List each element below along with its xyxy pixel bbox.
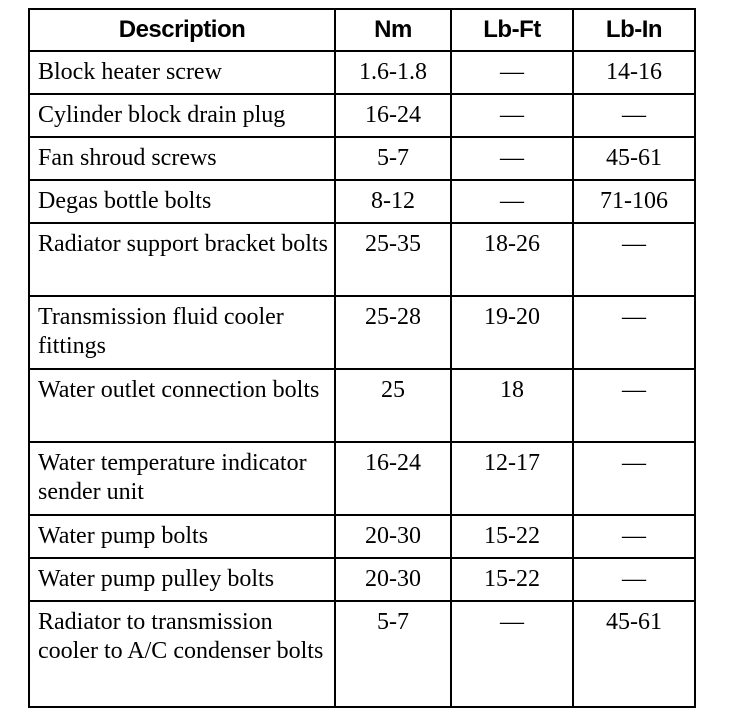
- cell-lbft: —: [451, 51, 573, 94]
- cell-lbin: —: [573, 94, 695, 137]
- cell-description: Radiator support bracket bolts: [29, 223, 335, 296]
- cell-lbft: 12-17: [451, 442, 573, 515]
- table-row: [29, 94, 695, 137]
- cell-lbin: —: [573, 223, 695, 296]
- cell-lbin: 14-16: [573, 51, 695, 94]
- table-row: [29, 296, 695, 369]
- cell-nm: 8-12: [335, 180, 451, 223]
- cell-nm: 20-30: [335, 515, 451, 558]
- cell-nm: 16-24: [335, 94, 451, 137]
- cell-lbin: —: [573, 558, 695, 601]
- cell-nm: 25-28: [335, 296, 451, 369]
- cell-lbft: 18-26: [451, 223, 573, 296]
- cell-description: Water outlet connection bolts: [29, 369, 335, 442]
- cell-lbft: —: [451, 137, 573, 180]
- cell-lbft: 18: [451, 369, 573, 442]
- cell-description: Cylinder block drain plug: [29, 94, 335, 137]
- cell-lbft: 15-22: [451, 515, 573, 558]
- header-lbin: Lb-In: [573, 9, 695, 51]
- table-row: [29, 515, 695, 558]
- header-nm: Nm: [335, 9, 451, 51]
- cell-lbin: 45-61: [573, 601, 695, 707]
- cell-lbft: —: [451, 94, 573, 137]
- cell-description: Transmission fluid cooler fittings: [29, 296, 335, 369]
- cell-description: Fan shroud screws: [29, 137, 335, 180]
- cell-lbft: —: [451, 180, 573, 223]
- table-header-row: [29, 9, 695, 51]
- cell-lbft: 19-20: [451, 296, 573, 369]
- table-row: [29, 369, 695, 442]
- cell-description: Block heater screw: [29, 51, 335, 94]
- cell-nm: 1.6-1.8: [335, 51, 451, 94]
- cell-nm: 5-7: [335, 137, 451, 180]
- cell-nm: 16-24: [335, 442, 451, 515]
- cell-nm: 25: [335, 369, 451, 442]
- cell-lbin: 71-106: [573, 180, 695, 223]
- table-row: [29, 137, 695, 180]
- cell-description: Water pump pulley bolts: [29, 558, 335, 601]
- table-row: [29, 442, 695, 515]
- torque-spec-table: [28, 8, 696, 708]
- cell-lbft: 15-22: [451, 558, 573, 601]
- table-row: [29, 223, 695, 296]
- cell-description: Water temperature indicator sender unit: [29, 442, 335, 515]
- header-lbft: Lb-Ft: [451, 9, 573, 51]
- cell-description: Water pump bolts: [29, 515, 335, 558]
- cell-lbin: —: [573, 369, 695, 442]
- table-row: [29, 601, 695, 707]
- cell-lbin: —: [573, 515, 695, 558]
- cell-description: Radiator to transmission cooler to A/C condenser bolts: [29, 601, 335, 707]
- cell-nm: 5-7: [335, 601, 451, 707]
- cell-nm: 25-35: [335, 223, 451, 296]
- table-row: [29, 180, 695, 223]
- cell-lbft: —: [451, 601, 573, 707]
- header-description: Description: [29, 9, 335, 51]
- cell-lbin: 45-61: [573, 137, 695, 180]
- cell-description: Degas bottle bolts: [29, 180, 335, 223]
- cell-lbin: —: [573, 442, 695, 515]
- cell-nm: 20-30: [335, 558, 451, 601]
- table-row: [29, 558, 695, 601]
- cell-lbin: —: [573, 296, 695, 369]
- table-row: [29, 51, 695, 94]
